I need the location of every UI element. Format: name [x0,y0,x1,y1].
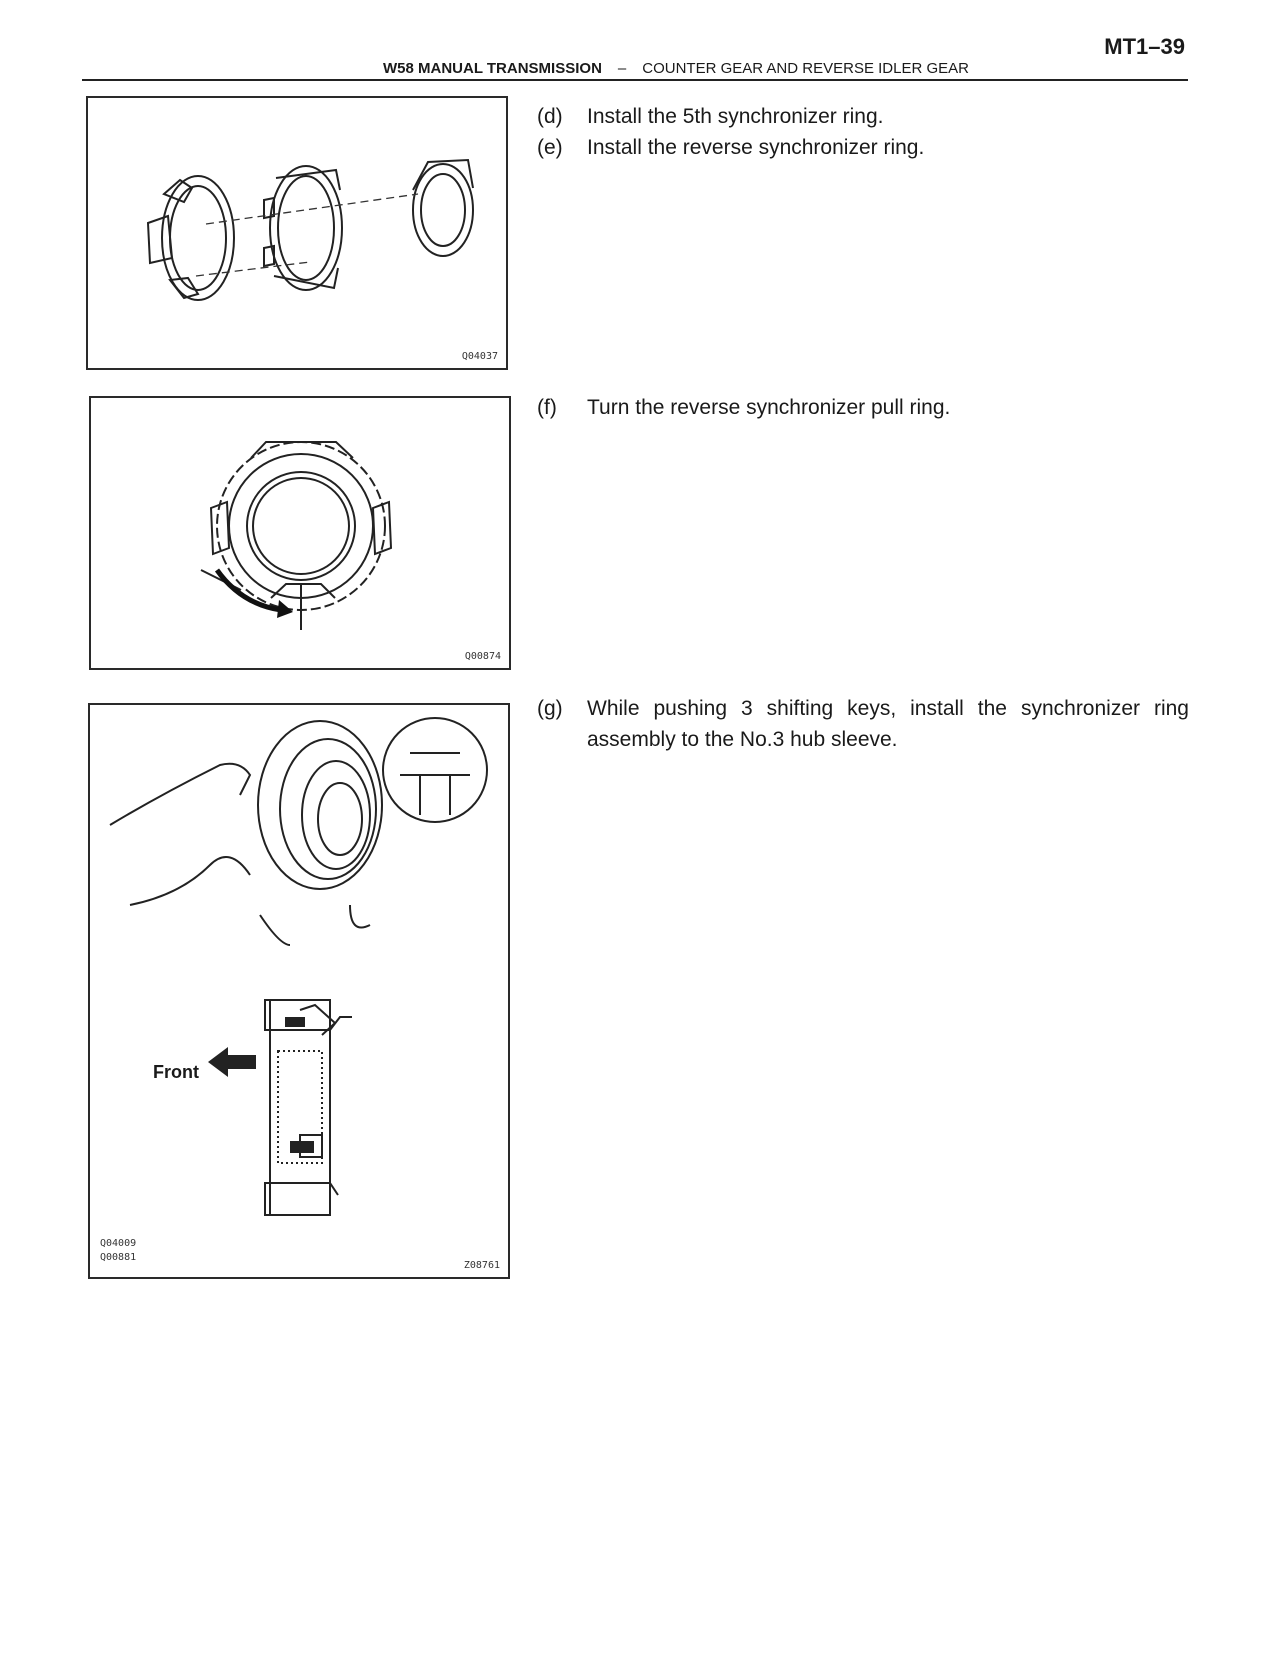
step-letter: (e) [537,136,563,159]
step-f [537,392,1189,423]
figure-reverse-pull-ring [89,396,511,670]
step-text: Turn the reverse synchronizer pull ring. [587,396,951,419]
front-arrow [208,1047,256,1077]
figure-code: Q00881 [100,1252,137,1263]
pull-ring-illustration [91,398,509,668]
synchronizer-rings-illustration [88,98,506,368]
section-title: W58 MANUAL TRANSMISSION [383,60,602,77]
step-text: While pushing 3 shifting keys, install the synchronizer ring assembly to the No.3 hub sleeve. [587,697,1189,751]
step-g [537,693,1189,755]
figure-code: Q00874 [464,651,501,662]
subsection-title: COUNTER GEAR AND REVERSE IDLER GEAR [642,60,969,77]
step-e [537,132,1189,163]
front-direction-label: Front [153,1062,199,1082]
step-d [537,101,1189,132]
header-separator: – [617,60,627,77]
running-header [383,60,969,77]
step-text: Install the 5th synchronizer ring. [587,105,884,128]
step-letter: (g) [537,697,563,720]
step-letter: (d) [537,105,563,128]
page-number: MT1–39 [1104,34,1185,59]
figure-synchronizer-ring-assembly [88,703,510,1279]
assembly-illustration [90,705,508,1277]
figure-code: Z08761 [463,1260,500,1271]
figure-code: Q04037 [461,351,498,362]
step-text: Install the reverse synchronizer ring. [587,136,925,159]
figure-code: Q04009 [100,1238,137,1249]
header-rule [82,79,1188,81]
figure-synchronizer-rings-exploded [86,96,508,370]
step-letter: (f) [537,396,557,419]
